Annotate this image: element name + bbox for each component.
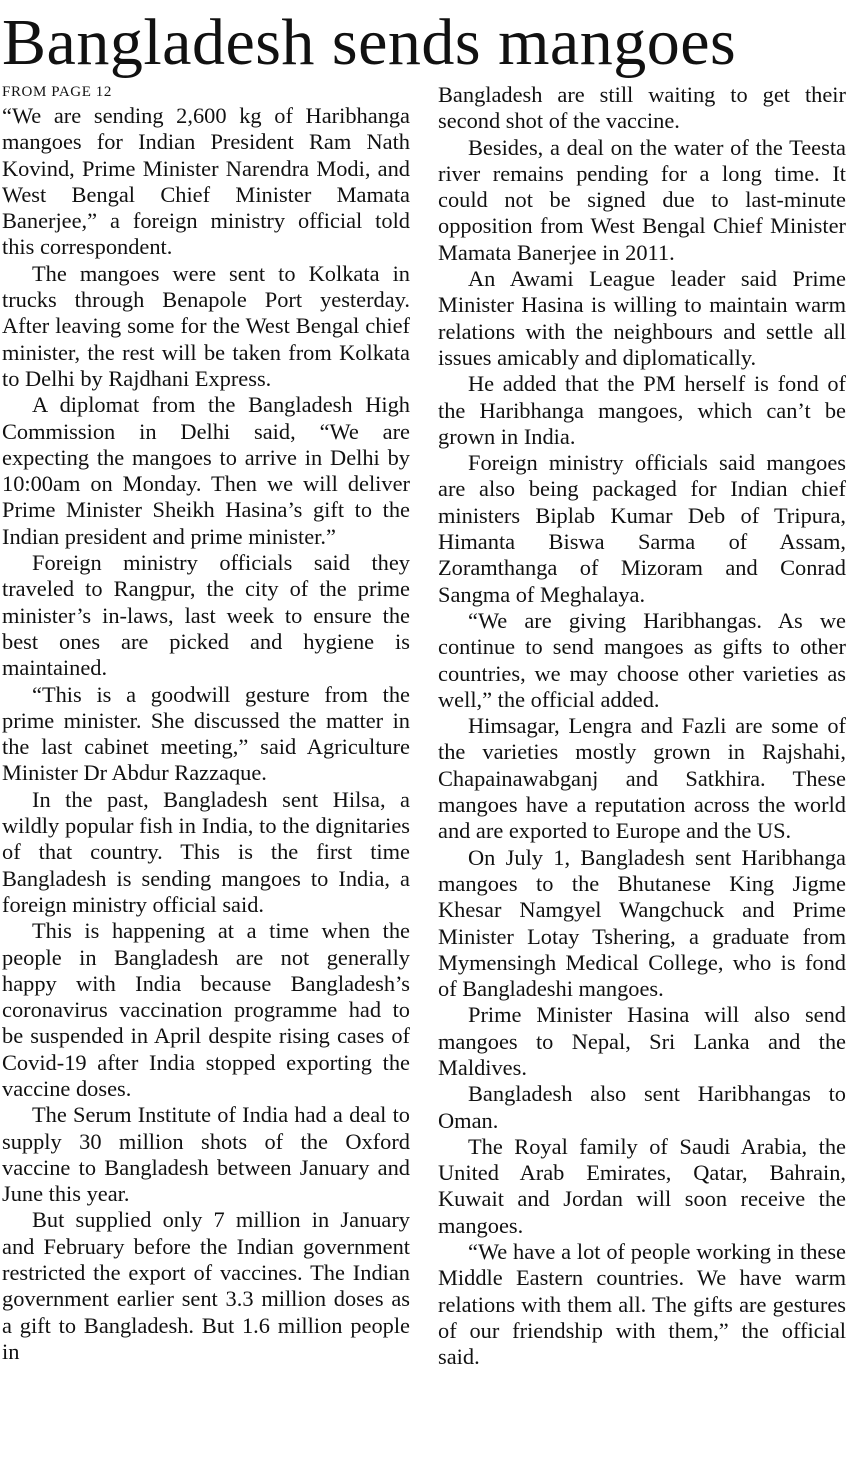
jump-label: FROM PAGE 12: [2, 84, 113, 100]
left-column: [2, 81, 410, 1365]
paragraph: Besides, a deal on the water of the Teesta river remains pending for a long time. It could not be signed due to last-minute opposition from West Bengal Chief Minister Mamata Banerjee in 2011.: [438, 134, 846, 265]
paragraph: Bangladesh are still waiting to get their second shot of the vaccine.: [438, 82, 846, 134]
paragraph: An Awami League leader said Prime Minister Hasina is willing to maintain warm relations with the neighbours and settle all issues amicably and diplomatically.: [438, 266, 846, 370]
paragraph: But supplied only 7 million in January and February before the Indian government restricted the export of vaccines. The Indian government earlier sent 3.3 million doses as a gift to Bangladesh. But 1.6 million people in: [2, 1207, 410, 1364]
paragraph: Foreign ministry officials said mangoes are also being packaged for Indian chief ministers Biplab Kumar Deb of Tripura, Himanta Biswa Sarma of Assam, Zoramthanga of Mizoram and Conrad Sangma of Meghalaya.: [438, 450, 846, 607]
paragraph: “This is a goodwill gesture from the prime minister. She discussed the matter in the last cabinet meeting,” said Agriculture Minister Dr Abdur Razzaque.: [2, 681, 410, 786]
paragraph: Foreign ministry officials said they traveled to Rangpur, the city of the prime minister’s in-laws, last week to ensure the best ones are picked and hygiene is maintained.: [2, 550, 410, 681]
paragraph: Prime Minister Hasina will also send mangoes to Nepal, Sri Lanka and the Maldives.: [438, 1002, 846, 1080]
paragraph: “We have a lot of people working in these Middle Eastern countries. We have warm relations with them all. The gifts are gestures of our friendship with them,” the official said.: [438, 1239, 846, 1370]
paragraph: The mangoes were sent to Kolkata in trucks through Benapole Port yesterday. After leaving some for the West Bengal chief minister, the rest will be taken from Kolkata to Delhi by Rajdhani Express.: [2, 260, 410, 391]
headline: Bangladesh sends mangoes: [2, 6, 737, 79]
paragraph: A diplomat from the Bangladesh High Commission in Delhi said, “We are expecting the mangoes to arrive in Delhi by 10:00am on Monday. Then we will deliver Prime Minister Sheikh Hasina’s gift to the Indian president and prime minister.”: [2, 392, 410, 549]
paragraph: On July 1, Bangladesh sent Haribhanga mangoes to the Bhutanese King Jigme Khesar Namgyel Wangchuck and Prime Minister Lotay Tshering, a graduate from Mymensingh Medical College, who is fond of Bangladeshi mangoes.: [438, 844, 846, 1002]
paragraph: In the past, Bangladesh sent Hilsa, a wildly popular fish in India, to the dignitaries of that country. This is the first time Bangladesh is sending mangoes to India, a foreign ministry official said.: [2, 786, 410, 917]
paragraph: “We are sending 2,600 kg of Haribhanga mangoes for Indian President Ram Nath Kovind, Prime Minister Narendra Modi, and West Bengal Chief Minister Mamata Banerjee,” a foreign ministry official told this correspondent.: [2, 103, 410, 260]
paragraph: The Royal family of Saudi Arabia, the United Arab Emirates, Qatar, Bahrain, Kuwait and Jordan will soon receive the mangoes.: [438, 1133, 846, 1238]
paragraph: “We are giving Haribhangas. As we continue to send mangoes as gifts to other countries, we may choose other varieties as well,” the official added.: [438, 607, 846, 712]
paragraph: The Serum Institute of India had a deal to supply 30 million shots of the Oxford vaccine to Bangladesh between January and June this year.: [2, 1102, 410, 1207]
paragraph: Himsagar, Lengra and Fazli are some of the varieties mostly grown in Rajshahi, Chapainawabganj and Satkhira. These mangoes have a reputation across the world and are exported to Europe and the US.: [438, 713, 846, 844]
paragraph: Bangladesh also sent Haribhangas to Oman.: [438, 1081, 846, 1133]
right-column: [438, 82, 846, 1371]
paragraph: This is happening at a time when the people in Bangladesh are not generally happy with India because Bangladesh’s coronavirus vaccination programme had to be suspended in April despite rising cases of Covid-19 after India stopped exporting the vaccine doses.: [2, 918, 410, 1101]
paragraph: He added that the PM herself is fond of the Haribhanga mangoes, which can’t be grown in India.: [438, 371, 846, 449]
